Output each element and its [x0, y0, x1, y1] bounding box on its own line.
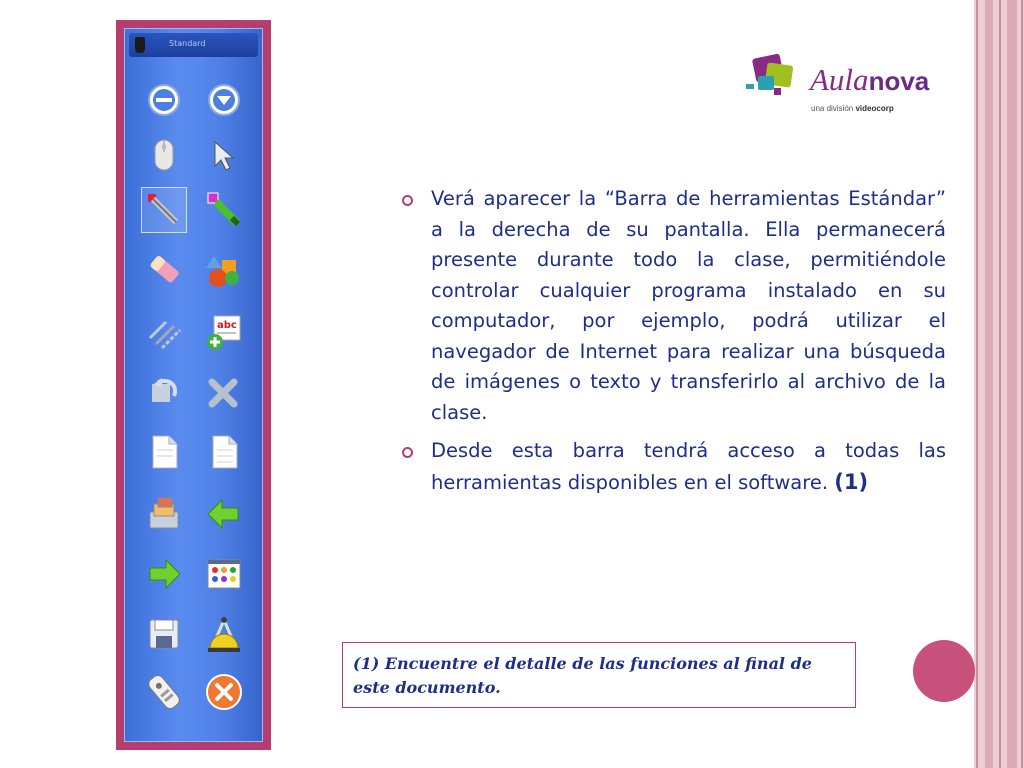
toolbar-title: Standard [169, 39, 206, 48]
svg-text:abc: abc [217, 320, 237, 331]
minimize-icon[interactable] [141, 77, 187, 123]
bullet-list [400, 184, 946, 506]
toolbar-title-bar[interactable] [129, 33, 258, 57]
tagline-prefix: una división [811, 104, 854, 113]
logo-tagline [811, 104, 894, 113]
highlighter-icon[interactable] [201, 187, 247, 233]
text-recognition-icon[interactable] [201, 309, 247, 355]
bullet-text: Verá aparecer la “Barra de herramientas Estándar” a la derecha de su pantalla. Ella permanecerá presente durante todo la clase, permitiéndole controlar cualquier programa instalado en su computador, por ejemplo, podrá utilizar el navegador de Internet para realizar una búsqueda de imágenes o texto y transferirlo al archivo de la clase. [431, 187, 946, 424]
pen-icon[interactable] [141, 187, 187, 233]
eraser-icon[interactable] [141, 247, 187, 293]
bullet-text: Desde esta barra tendrá acceso a todas las herramientas disponibles en el software. [431, 439, 946, 494]
undo-icon[interactable] [141, 369, 187, 415]
stripe [1007, 0, 1017, 768]
page-icon[interactable] [201, 429, 247, 475]
decorative-stripes [974, 0, 1024, 768]
aulanova-logo [744, 50, 944, 120]
logo-prefix: Aula [810, 62, 869, 97]
lines-icon[interactable] [141, 309, 187, 355]
toolbar-screenshot-frame [116, 20, 271, 750]
standard-toolbar [124, 28, 263, 742]
mouse-icon[interactable] [141, 133, 187, 179]
shapes-icon[interactable] [201, 247, 247, 293]
dropdown-icon[interactable] [201, 77, 247, 123]
new-page-icon[interactable] [141, 429, 187, 475]
tagline-brand: videocorp [855, 104, 894, 113]
geometry-tools-icon[interactable] [201, 611, 247, 657]
stripe [1021, 0, 1023, 768]
previous-arrow-icon[interactable] [201, 491, 247, 537]
color-palette-icon[interactable] [201, 551, 247, 597]
slide-sorter-icon[interactable] [141, 491, 187, 537]
footnote-text: (1) Encuentre el detalle de las funciones al final de este documento. [353, 654, 812, 697]
decorative-circle [913, 640, 975, 702]
stripe [985, 0, 993, 768]
footnote-box [342, 642, 856, 708]
save-icon[interactable] [141, 611, 187, 657]
remote-control-icon[interactable] [141, 669, 187, 715]
close-icon[interactable] [201, 669, 247, 715]
stripe [999, 0, 1001, 768]
footnote-reference: (1) [834, 469, 869, 494]
bullet-item [400, 184, 946, 428]
clear-icon[interactable] [201, 369, 247, 415]
grip-icon [135, 37, 145, 53]
next-arrow-icon[interactable] [141, 551, 187, 597]
logo-suffix: nova [868, 66, 930, 96]
pointer-arrow-icon[interactable] [201, 133, 247, 179]
logo-wordmark [810, 62, 929, 98]
logo-mark-icon [744, 50, 808, 106]
stripe [976, 0, 978, 768]
bullet-item [400, 436, 946, 498]
